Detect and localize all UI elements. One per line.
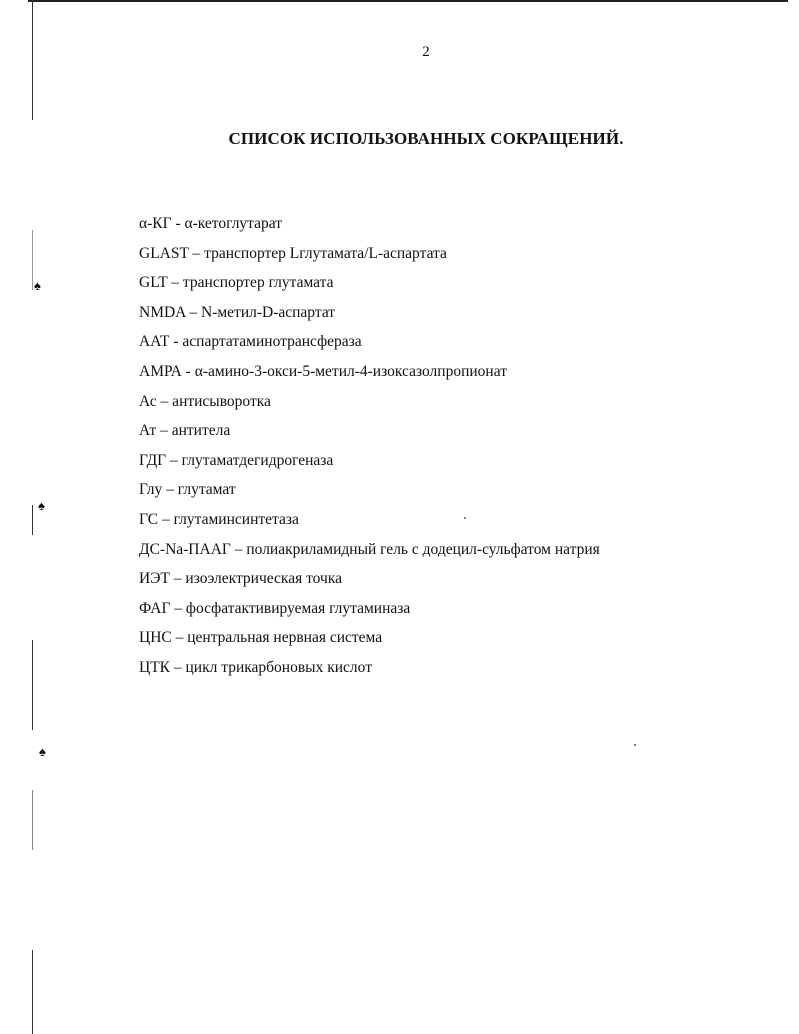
abbreviation-item: ГС – глутаминсинтетаза: [139, 510, 299, 528]
page-title: СПИСОК ИСПОЛЬЗОВАННЫХ СОКРАЩЕНИЙ.: [228, 129, 624, 148]
scan-top-edge: [28, 0, 788, 2]
scan-speck: [634, 744, 636, 746]
abbreviation-item: ЦТК – цикл трикарбоновых кислот: [139, 658, 372, 676]
scan-left-edge: [32, 640, 33, 730]
abbreviation-item: α-КГ - α-кетоглутарат: [139, 215, 283, 232]
abbreviation-item: GLAST – транспортер Lглутамата/L-аспартата: [139, 244, 447, 262]
scan-left-edge: [32, 230, 33, 290]
abbreviation-item: GLT – транспортер глутамата: [139, 274, 334, 292]
scan-left-edge: [32, 790, 33, 850]
abbreviation-list: [139, 209, 600, 683]
abbreviation-item: ЦНС – центральная нервная система: [139, 629, 383, 647]
punch-hole-mark: ♠: [39, 744, 46, 759]
abbreviation-item: Ас – антисыворотка: [139, 392, 271, 410]
page-number: 2: [422, 44, 430, 60]
abbreviation-item: АМРА - α-амино-3-окси-5-метил-4-изоксазолпропионат: [139, 362, 507, 380]
punch-hole-mark: ♠: [34, 278, 41, 293]
abbreviation-item: Ат – антитела: [139, 422, 231, 440]
punch-hole-mark: ♠: [38, 498, 45, 513]
abbreviation-item: Глу – глутамат: [139, 481, 236, 499]
scan-left-edge: [32, 950, 33, 1034]
abbreviation-item: ФАГ – фосфатактивируемая глутаминаза: [139, 599, 411, 617]
abbreviation-item: ГДГ – глутаматдегидрогеназа: [139, 451, 334, 469]
abbreviation-item: ДС-Na-ПААГ – полиакриламидный гель с додецил-сульфатом натрия: [139, 540, 600, 558]
abbreviation-item: ААТ - аспартатаминотрансфераза: [139, 333, 362, 351]
abbreviation-item: NMDA – N-метил-D-аспартат: [139, 303, 336, 321]
scan-left-edge: [32, 505, 33, 535]
abbreviation-item: ИЭТ – изоэлектрическая точка: [139, 570, 342, 588]
